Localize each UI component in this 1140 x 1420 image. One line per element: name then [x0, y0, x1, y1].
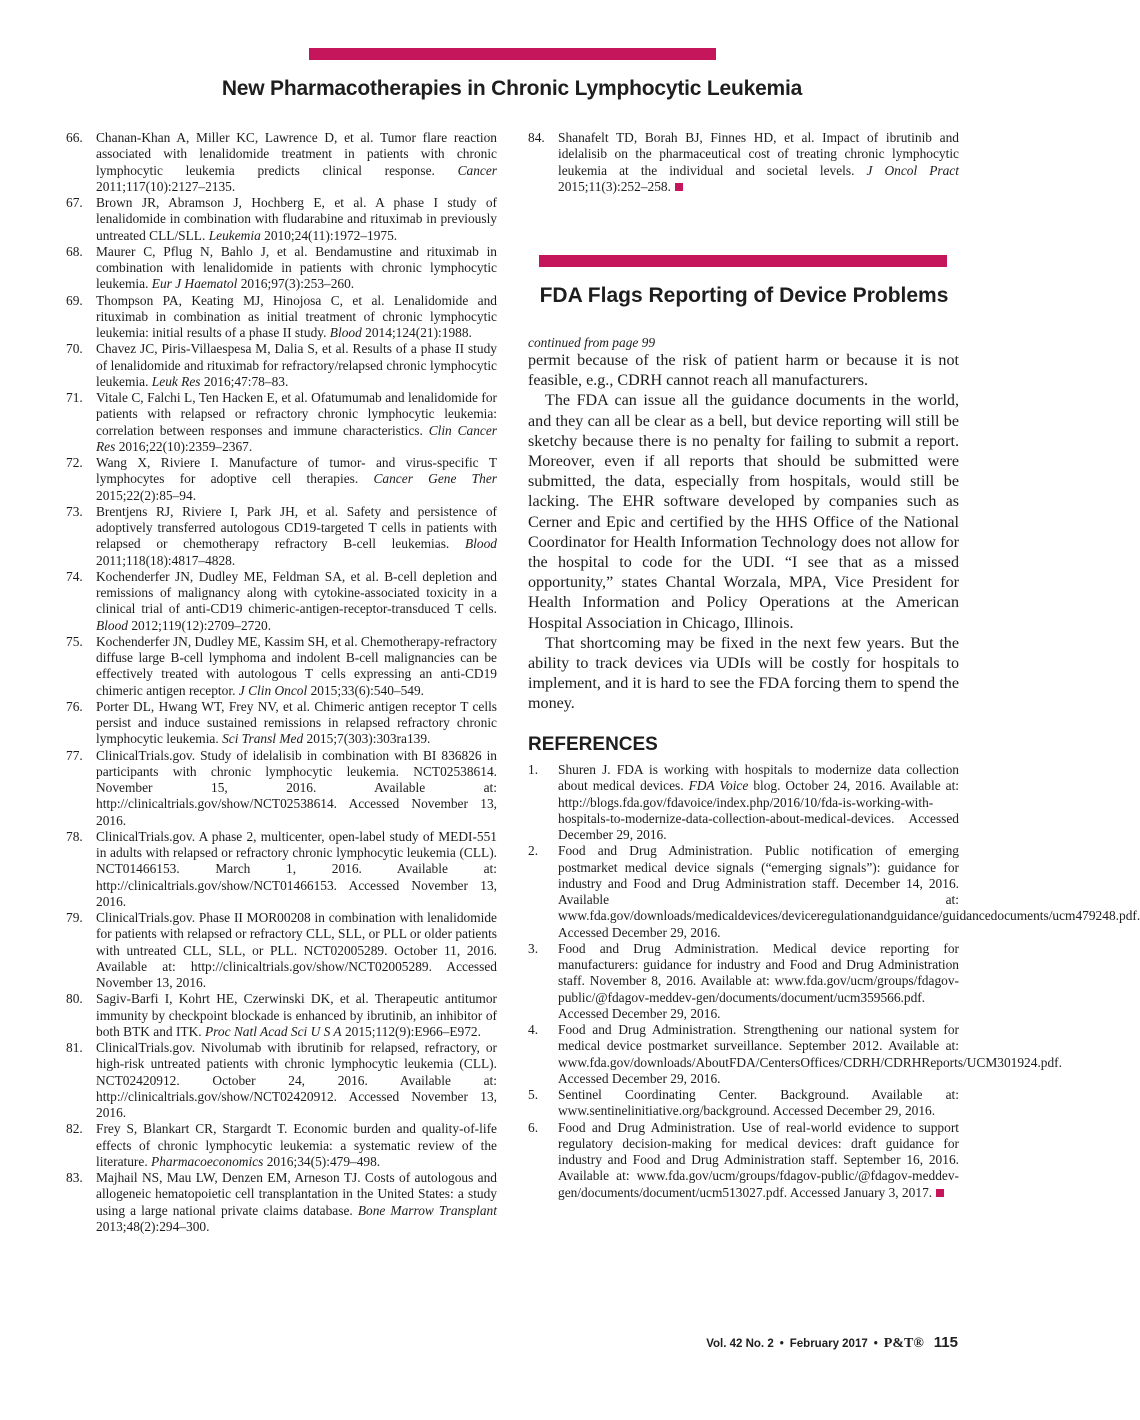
- reference-item: [66, 390, 497, 455]
- reference-number: 76.: [66, 698, 83, 714]
- reference-journal: Blood: [465, 536, 497, 552]
- reference-number: 70.: [66, 341, 83, 357]
- reference-citation: 2014;124(21):1988.: [365, 325, 472, 340]
- footer-journal: P&T®: [883, 1336, 924, 1351]
- reference-text: ClinicalTrials.gov. Study of idelalisib in combination with BI 836826 in participants with chronic lymphocytic leukemia. NCT02538614. November 15, 2016. Available at: http://clinicaltrials.gov/show/NCT02538614. Accessed November 13, 2016.: [96, 747, 497, 828]
- reference-text: Food and Drug Administration. Strengthening our national system for medical device postmarket surveillance. September 2012. Available at: www.fda.gov/downloads/AboutFDA/CentersOffices/CDRH/CDRHReports/UCM301924.pdf. Accessed December 29, 2016.: [558, 1022, 1062, 1086]
- reference-text: Shuren J. FDA is working with hospitals to modernize data collection about medical devices.: [558, 762, 959, 794]
- reference-text: ClinicalTrials.gov. Phase II MOR00208 in combination with lenalidomide for patients with relapsed or refractory CLL, SLL, or PLL or older patients with untreated CLL, SLL, or PLL. NCT02005289. October 11, 2016. Available at: http://clinicaltrials.gov/show/NCT02005289. Accessed November 13, 2016.: [96, 910, 497, 990]
- reference-journal: Clin Cancer Res: [96, 422, 497, 454]
- reference-number: 2.: [528, 843, 539, 859]
- reference-number: 71.: [66, 390, 83, 405]
- reference-text: Shanafelt TD, Borah BJ, Finnes HD, et al. Impact of ibrutinib and idelalisib on the pharmaceutical cost of treating chronic lymphocytic leukemia at the individual and societal levels.: [558, 130, 959, 178]
- reference-text: Porter DL, Hwang WT, Frey NV, et al. Chimeric antigen receptor T cells persist and induce sustained remissions in relapsed refractory chronic lymphocytic leukemia.: [96, 698, 497, 747]
- reference-number: 69.: [66, 292, 83, 308]
- end-square-icon: [936, 1189, 944, 1197]
- article-reference-list: [528, 762, 1140, 1201]
- header-accent-bar: [309, 48, 716, 60]
- reference-text: Food and Drug Administration. Use of real-world evidence to support regulatory decision-making for medical devices: draft guidance for industry and Food and Drug Administration staff. September 16, 2016. Available at: www.fda.gov/ucm/groups/fdagov-public/@fdagov-meddev-gen/documents/document/ucm513027.pdf. Accessed January 3, 2017.: [558, 1119, 959, 1200]
- article-paragraph: permit because of the risk of patient harm or because it is not feasible, e.g., CDRH cannot reach all manufacturers.: [528, 352, 959, 390]
- footer-separator-icon: •: [873, 1338, 878, 1350]
- reference-number: 6.: [528, 1119, 539, 1135]
- footer-separator-icon: •: [779, 1338, 784, 1350]
- reference-number: 82.: [66, 1121, 83, 1137]
- reference-citation: 2015;7(303):303ra139.: [306, 731, 431, 747]
- reference-number: 4.: [528, 1022, 539, 1037]
- reference-item: [528, 130, 959, 195]
- reference-number: 74.: [66, 568, 83, 584]
- page-footer: [706, 1334, 958, 1352]
- footer-volume: Vol. 42 No. 2: [706, 1338, 774, 1350]
- reference-citation: 2011;118(18):4817–4828.: [96, 552, 236, 568]
- reference-number: 3.: [528, 940, 539, 956]
- reference-text: Brentjens RJ, Riviere I, Park JH, et al. Safety and persistence of adoptively transferred autologous CD19-targeted T cells in patients with relapsed or chemotherapy refractory B-cell leukemias.: [96, 503, 497, 552]
- reference-text: Maurer C, Pflug N, Bahlo J, et al. Bendamustine and rituximab in combination with lenalidomide in patients with chronic lymphocytic leukemia.: [96, 243, 497, 292]
- reference-item: [66, 504, 497, 569]
- reference-item: [66, 829, 497, 910]
- reference-text: Food and Drug Administration. Public notification of emerging postmarket medical device signals (“emerging signals”): guidance for industry and Food and Drug Administration staff. December 14, 2016. Available at: www.fda.gov/downloads/medicaldevices/deviceregulationandguidance/guidancedocuments/ucm479248.pdf. Accessed December 29, 2016.: [558, 843, 1140, 940]
- reference-item: [66, 1040, 497, 1121]
- reference-number: 1.: [528, 762, 539, 777]
- reference-item: [66, 991, 497, 1040]
- reference-citation: 2011;117(10):2127–2135.: [96, 178, 236, 194]
- reference-journal: Cancer Gene Ther: [373, 471, 497, 487]
- article-reference-column: [528, 762, 1140, 1201]
- article-body: [528, 351, 959, 715]
- end-square-icon: [675, 183, 683, 191]
- article-paragraph: The FDA can issue all the guidance documents in the world, and they can all be clear as a bell, but device reporting will still be sketchy because there is no penalty for failing to submit a report. Moreover, even if all reports that should be submitted were submitted, the data, especially from hospitals, would still be lacking. The EHR software developed by companies such as Cerner and Epic and certified by the HHS Office of the National Coordinator for Health Information Technology does not allow for the hospital to code for the UDI. “I see that as a missed opportunity,” states Chantal Worzala, MPA, Vice President for Health Information and Policy Operations at the American Hospital Association in Chicago, Illinois.: [528, 392, 959, 632]
- reference-citation: 2015;11(3):252–258.: [558, 178, 671, 194]
- reference-number: 66.: [66, 130, 83, 145]
- reference-number: 81.: [66, 1040, 83, 1055]
- reference-item: [528, 843, 1140, 941]
- reference-text: Chavez JC, Piris-Villaespesa M, Dalia S, et al. Results of a phase II study of lenalidomide and rituximab for refractory/relapsed chronic lymphocytic leukemia.: [96, 341, 497, 389]
- reference-citation: 2016;22(10):2359–2367.: [118, 438, 253, 454]
- left-reference-column: [66, 130, 497, 1235]
- reference-citation: 2015;33(6):540–549.: [310, 682, 425, 698]
- references-heading: REFERENCES: [528, 734, 658, 755]
- reference-journal: Eur J Haematol: [151, 276, 238, 292]
- reference-citation: 2010;24(11):1972–1975.: [264, 227, 398, 243]
- reference-number: 73.: [66, 503, 83, 519]
- reference-number: 67.: [66, 195, 83, 210]
- reference-journal: Cancer: [457, 162, 497, 178]
- page-title: New Pharmacotherapies in Chronic Lymphocytic Leukemia: [221, 77, 803, 100]
- reference-citation: 2015;22(2):85–94.: [96, 487, 197, 503]
- reference-text: Thompson PA, Keating MJ, Hinojosa C, et al. Lenalidomide and rituximab in combination as initial treatment of chronic lymphocytic leukemia: initial results of a phase II study.: [96, 292, 497, 340]
- reference-item: [528, 762, 959, 843]
- reference-item: [66, 455, 497, 504]
- reference-citation: 2016;97(3):253–260.: [240, 276, 355, 292]
- reference-journal: J Oncol Pract: [866, 162, 959, 178]
- reference-number: 5.: [528, 1087, 539, 1102]
- reference-journal: Proc Natl Acad Sci U S A: [204, 1023, 342, 1039]
- reference-text: Kochenderfer JN, Dudley ME, Feldman SA, et al. B-cell depletion and remissions of malignancy along with cytokine-associated toxicity in a clinical trial of anti-CD19 chimeric-antigen-receptor-transduced T cells.: [96, 568, 497, 617]
- reference-item: [66, 341, 497, 390]
- reference-text: Chanan-Khan A, Miller KC, Lawrence D, et al. Tumor flare reaction associated with lenalidomide treatment in patients with chronic lymphocytic leukemia predicts clinical response.: [96, 130, 497, 178]
- reference-journal: FDA Voice: [688, 778, 749, 794]
- reference-text: Majhail NS, Mau LW, Denzen EM, Arneson TJ. Costs of autologous and allogeneic hematopoietic cell transplantation in the United States: a study using a large national private claims database.: [96, 1170, 497, 1218]
- reference-number: 83.: [66, 1170, 83, 1185]
- reference-text: Food and Drug Administration. Medical device reporting for manufacturers: guidance for industry and Food and Drug Administration staff. November 8, 2016. Available at: www.fda.gov/ucm/groups/fdagov-public/@fdagov-meddev-gen/documents/document/ucm359566.pdf. Accessed December 29, 2016.: [558, 940, 959, 1021]
- reference-number: 80.: [66, 991, 83, 1007]
- reference-journal: Bone Marrow Transplant: [357, 1202, 497, 1218]
- reference-citation: 2015;112(9):E966–E972.: [344, 1023, 481, 1039]
- continued-note: continued from page 99: [528, 335, 656, 350]
- reference-item: [66, 293, 497, 342]
- reference-number: 78.: [66, 828, 83, 844]
- reference-citation: 2016;34(5):479–498.: [266, 1153, 381, 1169]
- reference-item: [66, 1121, 497, 1170]
- reference-list: [66, 130, 497, 1235]
- reference-journal: Leukemia: [208, 227, 261, 243]
- reference-citation: 2013;48(2):294–300.: [96, 1218, 210, 1234]
- reference-text: Vitale C, Falchi L, Ten Hacken E, et al. Ofatumumab and lenalidomide for patients with relapsed or refractory chronic lymphocytic leukemia: correlation between responses and immune characteristics.: [96, 390, 497, 438]
- reference-item: [66, 910, 497, 991]
- reference-number: 68.: [66, 243, 83, 259]
- article-paragraph: That shortcoming may be fixed in the next few years. But the ability to track devices via UDIs will be costly for hospitals to implement, and it is hard to see the FDA forcing them to spend the money.: [528, 634, 959, 713]
- reference-number: 77.: [66, 747, 83, 763]
- reference-text: Wang X, Riviere I. Manufacture of tumor- and virus-specific T lymphocytes for adoptive cell therapies.: [96, 455, 497, 487]
- reference-text: Sentinel Coordinating Center. Background. Available at: www.sentinelinitiative.org/background. Accessed December 29, 2016.: [558, 1087, 959, 1119]
- reference-citation: blog. October 24, 2016. Available at: http://blogs.fda.gov/fdavoice/index.php/2016/10/fda-is-working-with-hospitals-to-modernize-data-collection-about-medical-devices. Accessed December 29, 2016.: [558, 778, 960, 842]
- reference-item: [66, 569, 497, 634]
- reference-number: 75.: [66, 633, 83, 649]
- section-accent-bar: [539, 255, 947, 267]
- reference-text: Frey S, Blankart CR, Stargardt T. Economic burden and quality-of-life effects of chronic lymphocytic leukemia: a systematic review of the literature.: [96, 1121, 497, 1169]
- reference-item: [66, 130, 497, 195]
- reference-item: [528, 941, 959, 1022]
- page-number: 115: [933, 1334, 958, 1351]
- footer-date: February 2017: [789, 1338, 868, 1350]
- reference-text: Brown JR, Abramson J, Hochberg E, et al. A phase I study of lenalidomide in combination with fludarabine and rituximab in previously untreated CLL/SLL.: [96, 195, 497, 243]
- reference-journal: Blood: [96, 617, 128, 633]
- reference-item: [66, 195, 497, 244]
- reference-text: ClinicalTrials.gov. Nivolumab with ibrutinib for relapsed, refractory, or high-risk untreated patients with chronic lymphocytic leukemia (CLL). NCT02420912. October 24, 2016. Available at: http://clinicaltrials.gov/show/NCT02420912. Accessed November 13, 2016.: [96, 1040, 497, 1120]
- reference-item: [528, 1087, 959, 1120]
- article-title: FDA Flags Reporting of Device Problems: [539, 284, 949, 307]
- reference-journal: Pharmacoeconomics: [151, 1153, 264, 1169]
- reference-number: 79.: [66, 910, 83, 925]
- reference-journal: Sci Transl Med: [222, 731, 304, 747]
- reference-item: [66, 748, 497, 829]
- right-reference-column: [528, 130, 959, 195]
- reference-citation: 2016;47:78–83.: [203, 373, 289, 389]
- reference-number: 84.: [528, 130, 545, 145]
- reference-item: [66, 634, 497, 699]
- reference-journal: Blood: [329, 325, 362, 340]
- reference-citation: 2012;119(12):2709–2720.: [131, 617, 272, 633]
- reference-text: ClinicalTrials.gov. A phase 2, multicenter, open-label study of MEDI-551 in adults with relapsed or refractory chronic lymphocytic leukemia (CLL). NCT01466153. March 1, 2016. Available at: http://clinicaltrials.gov/show/NCT01466153. Accessed November 13, 2016.: [96, 828, 497, 909]
- reference-number: 72.: [66, 455, 83, 470]
- reference-item: [528, 1120, 959, 1201]
- reference-item: [66, 1170, 497, 1235]
- reference-item: [528, 1022, 1062, 1087]
- reference-text: Sagiv-Barfi I, Kohrt HE, Czerwinski DK, et al. Therapeutic antitumor immunity by checkpoint blockade is enhanced by ibrutinib, an inhibitor of both BTK and ITK.: [96, 991, 497, 1039]
- reference-journal: J Clin Oncol: [238, 682, 308, 698]
- reference-text: Kochenderfer JN, Dudley ME, Kassim SH, et al. Chemotherapy-refractory diffuse large B-cell lymphoma and indolent B-cell malignancies can be effectively treated with autologous T cells expressing an anti-CD19 chimeric antigen receptor.: [96, 633, 497, 698]
- reference-item: [66, 699, 497, 748]
- reference-item: [66, 244, 497, 293]
- reference-journal: Leuk Res: [151, 373, 201, 389]
